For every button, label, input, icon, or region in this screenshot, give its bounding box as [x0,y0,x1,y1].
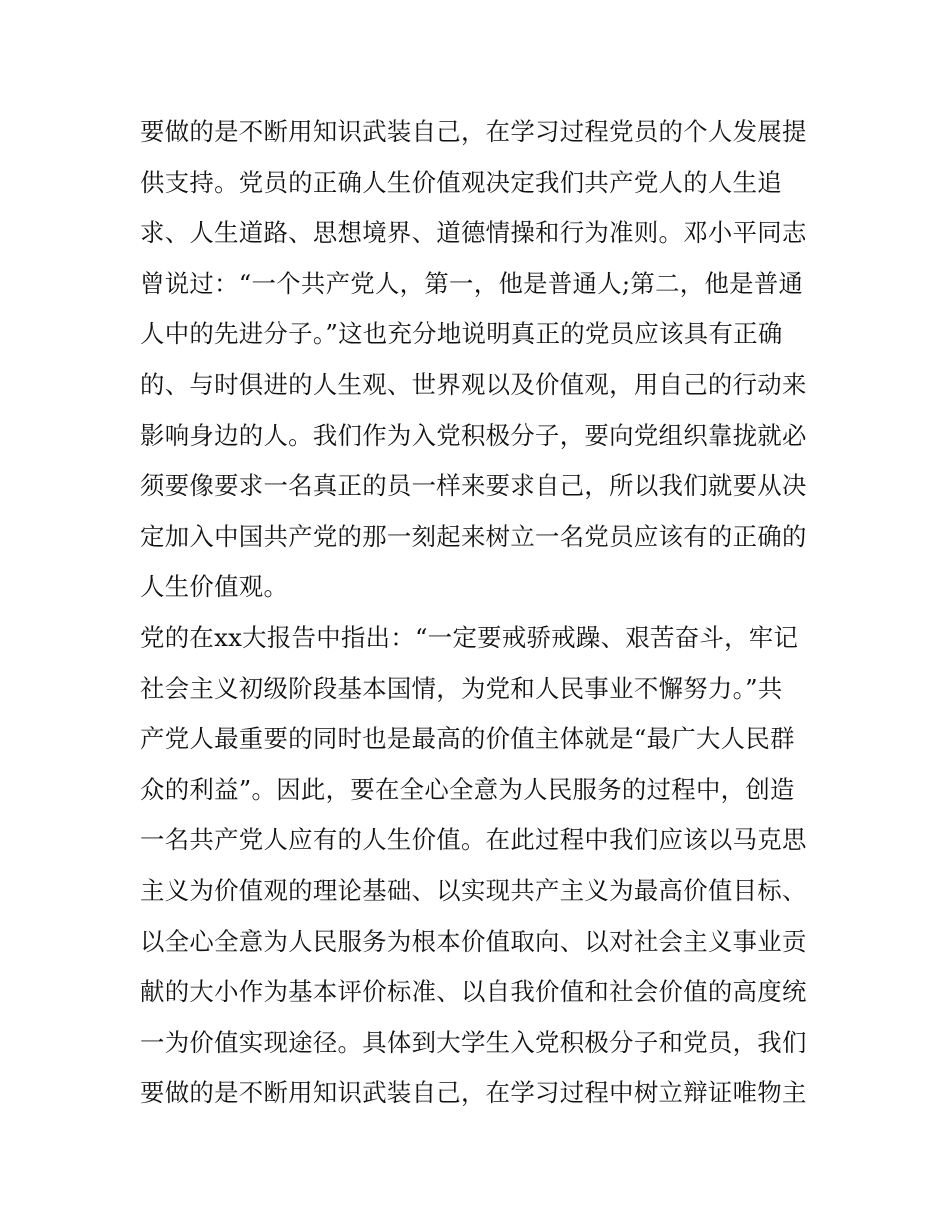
text-line: 以全心全意为人民服务为根本价值取向、以对社会主义事业贡 [140,926,807,956]
text-line: 党的在xx大报告中指出：“一定要戒骄戒躁、艰苦奋斗，牢记 [140,622,799,652]
text-line: 曾说过：“一个共产党人，第一，他是普通人;第二，他是普通 [140,268,804,298]
text-line: 供支持。党员的正确人生价值观决定我们共产党人的人生追 [140,167,782,197]
text-line: 社会主义初级阶段基本国情，为党和人民事业不懈努力。”共 [140,673,783,703]
text-line: 产党人最重要的同时也是最高的价值主体就是“最广大人民群 [140,724,795,754]
text-line: 要做的是不断用知识武装自己，在学习过程中树立辩证唯物主 [140,1078,807,1108]
text-line: 一名共产党人应有的人生价值。在此过程中我们应该以马克思 [140,825,807,855]
text-line: 人中的先进分子。”这也充分地说明真正的党员应该具有正确 [140,319,783,349]
text-line: 的、与时俱进的人生观、世界观以及价值观，用自己的行动来 [140,369,807,399]
text-line: 献的大小作为基本评价标准、以自我价值和社会价值的高度统 [140,977,807,1007]
text-line: 众的利益”。因此，要在全心全意为人民服务的过程中，创造 [140,774,795,804]
text-line: 影响身边的人。我们作为入党积极分子，要向党组织靠拢就必 [140,420,807,450]
text-line: 定加入中国共产党的那一刻起来树立一名党员应该有的正确的 [140,521,807,551]
text-line: 须要像要求一名真正的员一样来要求自己，所以我们就要从决 [140,471,807,501]
text-line: 主义为价值观的理论基础、以实现共产主义为最高价值目标、 [140,875,807,905]
text-line: 求、人生道路、思想境界、道德情操和行为准则。邓小平同志 [140,218,807,248]
text-line: 一为价值实现途径。具体到大学生入党积极分子和党员，我们 [140,1027,807,1057]
text-line: 人生价值观。 [140,572,289,602]
text-line: 要做的是不断用知识武装自己，在学习过程党员的个人发展提 [140,117,807,146]
document-body [140,107,820,1119]
